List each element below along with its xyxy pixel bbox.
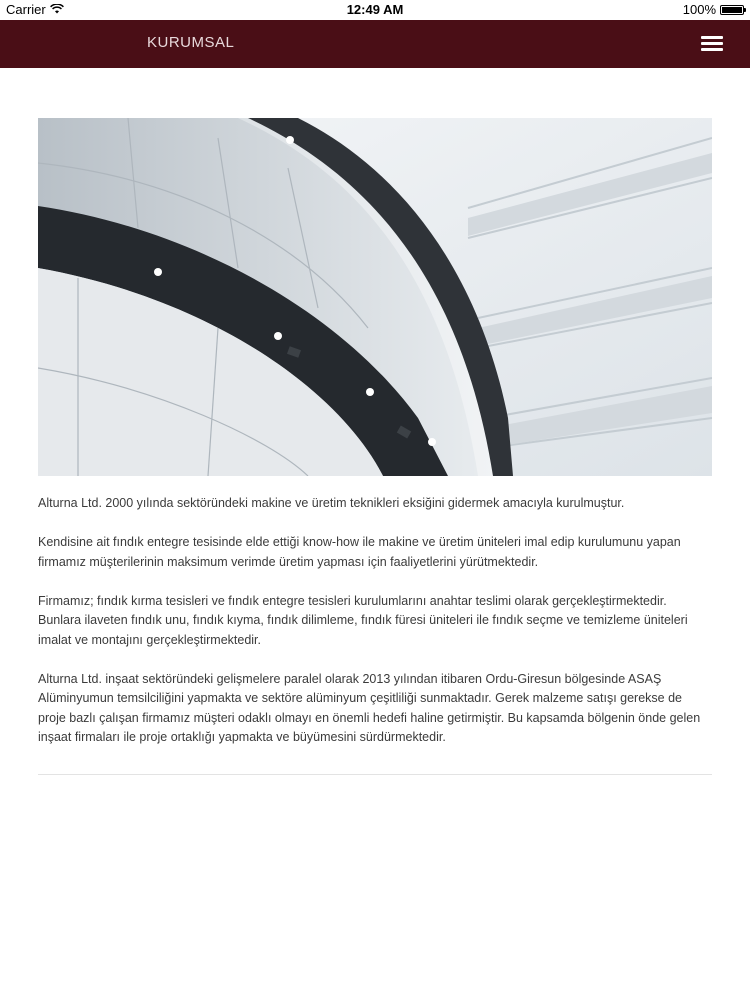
- hamburger-menu-icon[interactable]: [696, 32, 728, 56]
- status-right: [683, 2, 744, 17]
- battery-fill: [722, 7, 742, 13]
- nav-bar: [0, 20, 750, 68]
- status-time: 12:49 AM: [346, 2, 404, 17]
- paragraph: Kendisine ait fındık entegre tesisinde elde ettiği know-how ile makine ve üretim üniteleri imal edip kurulumunu yapan firmamız müşterilerinin maksimum verimde üretim yapması için faaliyetlerini yürütmektedir.: [38, 535, 681, 569]
- content-divider: [38, 774, 712, 775]
- carrier-label: Carrier: [6, 2, 46, 17]
- hero-image: [38, 118, 712, 476]
- page-title: KURUMSAL: [147, 34, 235, 51]
- architecture-interior-photo: [38, 118, 712, 476]
- paragraph: Alturna Ltd. 2000 yılında sektöründeki makine ve üretim teknikleri eksiğini gidermek amacıyla kurulmuştur.: [38, 496, 625, 510]
- status-bar: [0, 0, 750, 20]
- battery-percent: 100%: [682, 2, 716, 17]
- battery-icon: [720, 5, 744, 15]
- about-text: [38, 494, 712, 767]
- paragraph: Alturna Ltd. inşaat sektöründeki gelişmelere paralel olarak 2013 yılından itibaren Ordu-Giresun bölgesinde ASAŞ Alüminyumun temsilciliğini yapmakta ve sektöre alüminyum çeşitliliği sunmaktadır. Gerek malzeme satışı gerekse de proje bazlı çalışan firmamız müşteri odaklı olmayı en önemli hedefi haline getirmiştir. Bu kapsamda bölgenin önde gelen inşaat firmaları ile proje ortaklığı yapmakta ve büyümesini sürdürmektedir.: [38, 671, 701, 744]
- paragraph: Firmamız; fındık kırma tesisleri ve fındık entegre tesisleri kurulumlarını anahtar teslimi olarak gerçekleştirmektedir. Bunlara ilaveten fındık unu, fındık kıyma, fındık dilimleme, fındık füresi üniteleri ile fındık seçme ve temizleme üniteleri imalat ve montajını gerçekleştirmektedir.: [38, 593, 688, 647]
